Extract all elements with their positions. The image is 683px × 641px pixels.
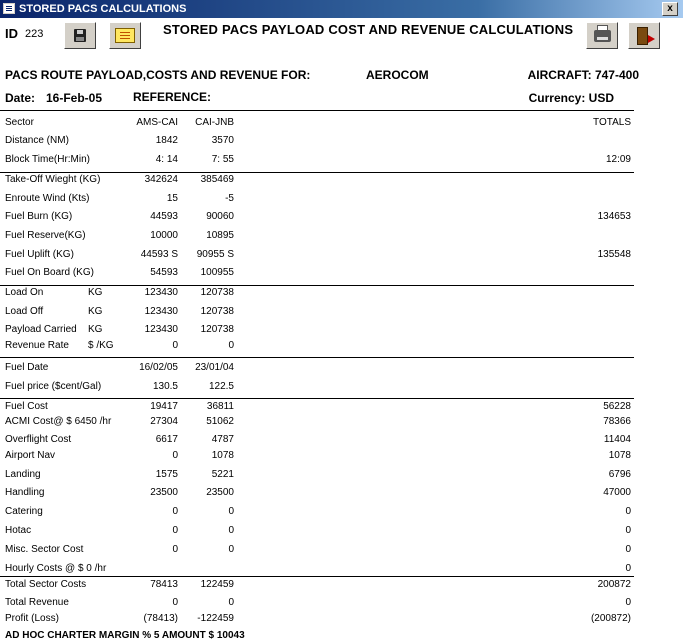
sector2-value: 90955 S bbox=[196, 249, 234, 260]
save-button[interactable] bbox=[64, 22, 96, 49]
total-value: 78366 bbox=[603, 416, 631, 427]
row-label: Fuel price ($cent/Gal) bbox=[5, 381, 102, 392]
row-label: Enroute Wind (Kts) bbox=[5, 193, 90, 204]
sector2-value: 385469 bbox=[200, 174, 234, 185]
sector2-value: 0 bbox=[228, 597, 234, 608]
sector2-value: -5 bbox=[225, 193, 234, 204]
window-title: STORED PACS CALCULATIONS bbox=[19, 3, 187, 15]
sector2-value: 23500 bbox=[206, 487, 234, 498]
table-row bbox=[0, 135, 683, 154]
row-label: Sector bbox=[5, 117, 34, 128]
row-label: Take-Off Wieght (KG) bbox=[5, 174, 101, 185]
total-value: 12:09 bbox=[605, 154, 631, 165]
table-row bbox=[0, 450, 683, 469]
table-row bbox=[0, 525, 683, 544]
row-label: Revenue Rate bbox=[5, 340, 69, 351]
sector2-value: CAI-JNB bbox=[195, 117, 234, 128]
sector1-value: 0 bbox=[172, 506, 178, 517]
total-value: 0 bbox=[625, 506, 631, 517]
sector2-value: 0 bbox=[228, 544, 234, 555]
table-row bbox=[0, 487, 683, 506]
row-label: Fuel Burn (KG) bbox=[5, 211, 73, 222]
total-value: (200872) bbox=[590, 613, 631, 624]
total-value: 0 bbox=[625, 525, 631, 536]
sector2-value: 120738 bbox=[200, 324, 234, 335]
row-label: Fuel On Board (KG) bbox=[5, 267, 94, 278]
total-value: 56228 bbox=[603, 401, 631, 412]
sector2-value: 4787 bbox=[211, 434, 234, 445]
row-label: Landing bbox=[5, 469, 41, 480]
row-label: Overflight Cost bbox=[5, 434, 72, 445]
sector2-value: 10895 bbox=[206, 230, 234, 241]
sector1-value: 0 bbox=[172, 525, 178, 536]
sector1-value: 130.5 bbox=[152, 381, 178, 392]
sector1-value: 123430 bbox=[144, 324, 178, 335]
sector1-value: 6617 bbox=[155, 434, 178, 445]
sector1-value: 123430 bbox=[144, 306, 178, 317]
table-row bbox=[0, 174, 683, 193]
row-label: Payload Carried bbox=[5, 324, 77, 335]
row-label: Load On bbox=[5, 287, 44, 298]
row-label: Fuel Cost bbox=[5, 401, 48, 412]
table-row bbox=[0, 544, 683, 563]
note-button[interactable] bbox=[109, 22, 141, 49]
date-value: 16-Feb-05 bbox=[46, 91, 103, 105]
print-button[interactable] bbox=[586, 22, 618, 49]
sector2-value: 51062 bbox=[206, 416, 234, 427]
table-row bbox=[0, 230, 683, 249]
sector1-value: 54593 bbox=[150, 267, 178, 278]
row-label: Distance (NM) bbox=[5, 135, 69, 146]
row-label: Airport Nav bbox=[5, 450, 56, 461]
sector1-value: 44593 bbox=[150, 211, 178, 222]
sector2-value: 120738 bbox=[200, 306, 234, 317]
sector1-value: 23500 bbox=[150, 487, 178, 498]
printer-icon bbox=[594, 30, 611, 42]
floppy-disk-icon bbox=[74, 29, 86, 42]
total-value: TOTALS bbox=[593, 117, 631, 128]
table-row bbox=[0, 193, 683, 212]
close-button[interactable]: x bbox=[662, 2, 678, 16]
sector1-value: 1575 bbox=[155, 469, 178, 480]
total-value: 6796 bbox=[608, 469, 631, 480]
sector2-value: 0 bbox=[228, 525, 234, 536]
reference-label: REFERENCE: bbox=[133, 90, 212, 104]
row-label: Fuel Reserve(KG) bbox=[5, 230, 86, 241]
sector2-value: 120738 bbox=[200, 287, 234, 298]
aircraft-info: AIRCRAFT: 747-400 bbox=[527, 68, 639, 82]
airline-name: AEROCOM bbox=[366, 68, 429, 82]
table-row bbox=[0, 579, 683, 598]
sector1-value: 15 bbox=[166, 193, 178, 204]
sector2-value: 0 bbox=[228, 506, 234, 517]
row-unit: KG bbox=[88, 324, 103, 335]
total-value: 47000 bbox=[603, 487, 631, 498]
exit-button[interactable] bbox=[628, 22, 660, 49]
sector1-value: 27304 bbox=[150, 416, 178, 427]
exit-arrow-icon bbox=[648, 35, 655, 43]
total-value: 11404 bbox=[603, 434, 631, 445]
sector1-value: 0 bbox=[172, 544, 178, 555]
total-value: 0 bbox=[625, 597, 631, 608]
exit-door-icon bbox=[637, 27, 648, 45]
table-row bbox=[0, 249, 683, 268]
table-row bbox=[0, 469, 683, 488]
sector2-value: 122.5 bbox=[208, 381, 234, 392]
id-value: 223 bbox=[25, 28, 44, 40]
table-row bbox=[0, 340, 683, 359]
row-unit: KG bbox=[88, 306, 103, 317]
table-row bbox=[0, 381, 683, 400]
window-titlebar bbox=[0, 0, 683, 18]
row-label: Total Revenue bbox=[5, 597, 69, 608]
total-value: 1078 bbox=[608, 450, 631, 461]
sector1-value: 16/02/05 bbox=[139, 362, 178, 373]
sector2-value: 1078 bbox=[211, 450, 234, 461]
sector2-value: 36811 bbox=[206, 401, 234, 412]
total-value: 0 bbox=[625, 563, 631, 574]
sector1-value: 4: 14 bbox=[155, 154, 178, 165]
sector2-value: 100955 bbox=[200, 267, 234, 278]
route-label: PACS ROUTE PAYLOAD,COSTS AND REVENUE FOR: bbox=[5, 68, 311, 82]
row-label: Total Sector Costs bbox=[5, 579, 87, 590]
sector2-value: 7: 55 bbox=[211, 154, 234, 165]
sector1-value: 10000 bbox=[150, 230, 178, 241]
table-row bbox=[0, 416, 683, 435]
id-label: ID bbox=[5, 26, 18, 41]
row-unit: KG bbox=[88, 287, 103, 298]
table-row bbox=[0, 306, 683, 325]
separator-line bbox=[0, 110, 634, 111]
sector2-value: 23/01/04 bbox=[195, 362, 234, 373]
date-label: Date: bbox=[5, 91, 36, 105]
sector1-value: 123430 bbox=[144, 287, 178, 298]
table-row bbox=[0, 287, 683, 306]
row-label: Load Off bbox=[5, 306, 44, 317]
table-row bbox=[0, 117, 683, 136]
table-row bbox=[0, 154, 683, 173]
sector1-value: 1842 bbox=[155, 135, 178, 146]
sector1-value: 0 bbox=[172, 597, 178, 608]
sector2-value: 122459 bbox=[200, 579, 234, 590]
sector2-value: 90060 bbox=[206, 211, 234, 222]
row-label: Block Time(Hr:Min) bbox=[5, 154, 91, 165]
note-icon bbox=[115, 28, 135, 43]
footer-partial-text: AD HOC CHARTER MARGIN % 5 AMOUNT $ 10043 bbox=[5, 630, 245, 641]
total-value: 0 bbox=[625, 544, 631, 555]
row-label: Hotac bbox=[5, 525, 32, 536]
sector2-value: 0 bbox=[228, 340, 234, 351]
table-row bbox=[0, 506, 683, 525]
sector1-value: 342624 bbox=[144, 174, 178, 185]
row-label: Fuel Date bbox=[5, 362, 49, 373]
sector1-value: 44593 S bbox=[140, 249, 178, 260]
row-label: Handling bbox=[5, 487, 45, 498]
page-title: STORED PACS PAYLOAD COST AND REVENUE CALCULATIONS bbox=[163, 22, 574, 37]
row-label: Misc. Sector Cost bbox=[5, 544, 84, 555]
row-label: Profit (Loss) bbox=[5, 613, 59, 624]
row-label: Hourly Costs @ $ 0 /hr bbox=[5, 563, 107, 574]
sector1-value: 19417 bbox=[150, 401, 178, 412]
table-row bbox=[0, 211, 683, 230]
form-icon bbox=[3, 3, 15, 14]
sector2-value: 3570 bbox=[211, 135, 234, 146]
row-label: Catering bbox=[5, 506, 43, 517]
total-value: 134653 bbox=[597, 211, 631, 222]
total-value: 135548 bbox=[597, 249, 631, 260]
row-unit: $ /KG bbox=[88, 340, 114, 351]
sector1-value: AMS-CAI bbox=[136, 117, 178, 128]
table-row bbox=[0, 267, 683, 286]
total-value: 200872 bbox=[597, 579, 631, 590]
sector1-value: 0 bbox=[172, 450, 178, 461]
sector2-value: -122459 bbox=[197, 613, 234, 624]
row-label: Fuel Uplift (KG) bbox=[5, 249, 74, 260]
table-row bbox=[0, 362, 683, 381]
currency-info: Currency: USD bbox=[528, 91, 614, 105]
sector1-value: 0 bbox=[172, 340, 178, 351]
sector2-value: 5221 bbox=[211, 469, 234, 480]
sector1-value: 78413 bbox=[150, 579, 178, 590]
row-label: ACMI Cost@ $ 6450 /hr bbox=[5, 416, 112, 427]
sector1-value: (78413) bbox=[143, 613, 178, 624]
